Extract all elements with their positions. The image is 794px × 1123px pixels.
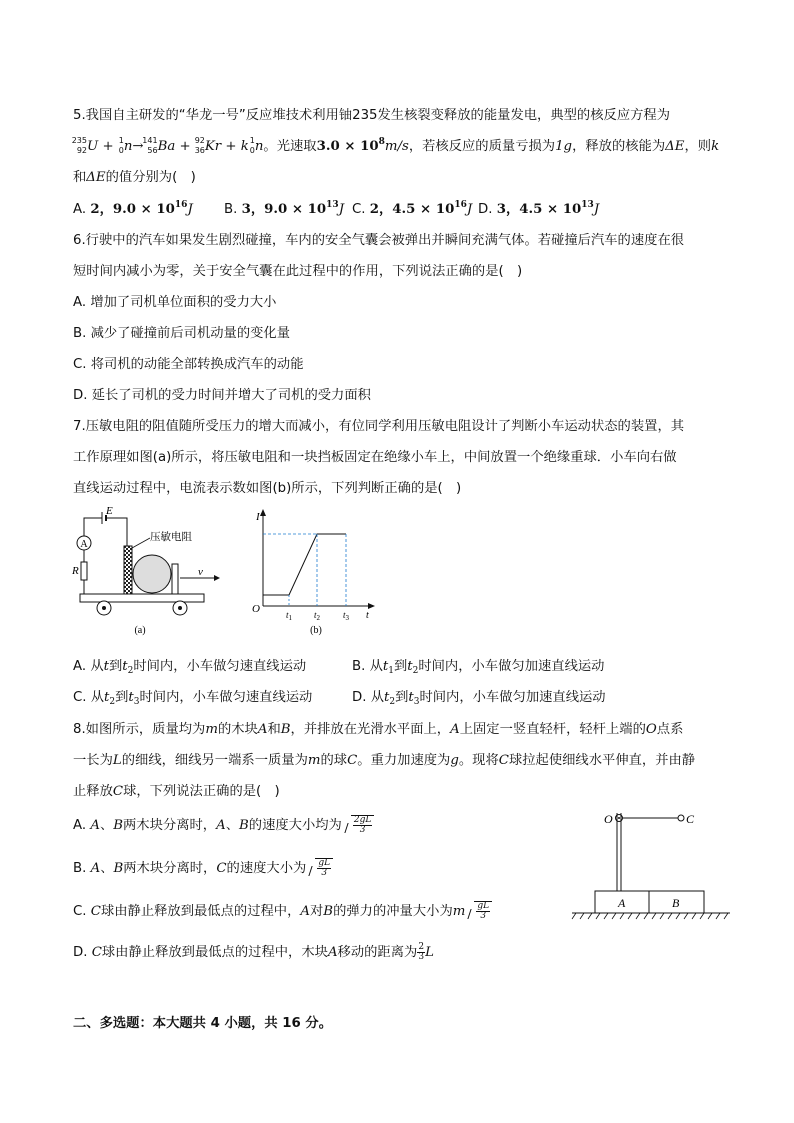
- q7-line2: 工作原理如图(a)所示，将压敏电阻和一块挡板固定在绝缘小车上，中间放置一个绝缘重球．小车向右做: [73, 450, 677, 465]
- resistor-r: [81, 562, 87, 580]
- svg-text:压敏电阻: 压敏电阻: [150, 532, 192, 543]
- q5-option-a: A. 2，$9.0 \times 10^{16}J$: [73, 200, 193, 217]
- cart-body: [80, 594, 204, 602]
- q8-option-c: C. C球由静止释放到最低点的过程中，A对B的弹力的冲量大小为m $\frac{gL}{3}$: [73, 900, 492, 921]
- q5-line3: 和ΔE的值分别为( ): [73, 170, 196, 185]
- q7-option-a: A. 从t到$t_2$时间内，小车做匀速直线运动: [73, 659, 307, 676]
- ball-c: [678, 815, 684, 821]
- nuclide-u: 235 92: [71, 136, 87, 155]
- svg-text:t: t: [366, 610, 369, 621]
- current-curve: [263, 534, 346, 595]
- q8-figure: [570, 805, 735, 930]
- q7-figure-a: [68, 506, 228, 641]
- q7-figure-b: [248, 506, 378, 641]
- pressure-sensitive-resistor: [124, 546, 132, 594]
- q8-option-d: D. C球由静止释放到最低点的过程中，木块A移动的距离为 $\frac{2}{3}$ L: [73, 941, 434, 962]
- q7-line3: 直线运动过程中，电流表示数如图(b)所示，下列判断正确的是( ): [73, 481, 462, 496]
- svg-text:(a): (a): [134, 625, 146, 636]
- q6-line2: 短时间内减小为零，关于安全气囊在此过程中的作用，下列说法正确的是( ): [73, 264, 523, 279]
- q5-option-b: B. 3，$9.0 \times 10^{13}J$: [224, 200, 345, 217]
- q7-option-d: D. 从$t_2$到$t_3$时间内，小车做匀加速直线运动: [352, 690, 606, 707]
- q5-line1: 5.我国自主研发的“华龙一号”反应堆技术利用铀235发生核裂变释放的能量发电，典型的核反应方程为: [73, 108, 671, 123]
- svg-text:t3: $t_3$: [343, 610, 350, 622]
- q8-option-a: A. A、B两木块分离时，A、B的速度大小均为 $\frac{2gL}{3}$: [73, 814, 374, 835]
- q6-option-d: D. 延长了司机的受力时间并增大了司机的受力面积: [73, 388, 371, 403]
- svg-text:(b): (b): [310, 625, 322, 636]
- svg-text:I: I: [256, 511, 260, 523]
- svg-text:A: A: [80, 539, 88, 550]
- q8-option-b: B. A、B两木块分离时，C的速度大小为 $\frac{gL}{3}$: [73, 857, 333, 878]
- svg-text:C: C: [686, 812, 695, 826]
- svg-text:R: R: [72, 565, 79, 577]
- q6-option-a: A. 增加了司机单位面积的受力大小: [73, 295, 277, 310]
- q6-option-b: B. 减少了碰撞前后司机动量的变化量: [73, 326, 291, 341]
- baffle-plate: [172, 564, 178, 594]
- svg-text:O: O: [604, 812, 613, 826]
- q8-line3: 止释放C球，下列说法正确的是( ): [73, 784, 280, 799]
- q6-line1: 6.行驶中的汽车如果发生剧烈碰撞，车内的安全气囊会被弹出并瞬间充满气体。若碰撞后汽车的速度在很: [73, 233, 685, 248]
- svg-text:t2: $t_2$: [314, 610, 321, 622]
- q5-line2: 235 92 U + 1 0 n→ 141 56 Ba + 92 36 Kr + k 1 0 n。光速取$3.0 \times 10^8m/s$，若核反应的质量亏损为1g，释放的核能为ΔE，则k: [71, 136, 720, 155]
- q5-option-d: D. 3，$4.5 \times 10^{13}J$: [478, 200, 600, 217]
- q8-line2: 一长为L的细线，细线另一端系一质量为m的球C。重力加速度为g。现将C球拉起使细线水平伸直，并由静: [73, 753, 696, 768]
- q7-option-b: B. 从$t_1$到$t_2$时间内，小车做匀加速直线运动: [352, 659, 605, 676]
- svg-text:O: O: [252, 603, 260, 615]
- svg-text:A: A: [618, 896, 626, 910]
- svg-text:B: B: [672, 896, 680, 910]
- section2-title: 二、多选题：本大题共 4 小题，共 16 分。: [73, 1016, 333, 1031]
- q7-option-c: C. 从$t_2$到$t_3$时间内，小车做匀速直线运动: [73, 690, 313, 707]
- q6-option-c: C. 将司机的动能全部转换成汽车的动能: [73, 357, 304, 372]
- svg-text:t1: $t_1$: [286, 610, 293, 622]
- svg-text:v: v: [198, 566, 203, 578]
- q8-line1: 8.如图所示，质量均为m的木块A和B，并排放在光滑水平面上，A上固定一竖直轻杆，轻杆上端的O点系: [73, 722, 684, 737]
- q7-line1: 7.压敏电阻的阻值随所受压力的增大而减小，有位同学利用压敏电阻设计了判断小车运动状态的装置，其: [73, 419, 685, 434]
- insulating-ball: [133, 555, 171, 593]
- q5-option-c: C. 2，$4.5 \times 10^{16}J$: [352, 200, 473, 217]
- svg-text:E: E: [106, 506, 113, 517]
